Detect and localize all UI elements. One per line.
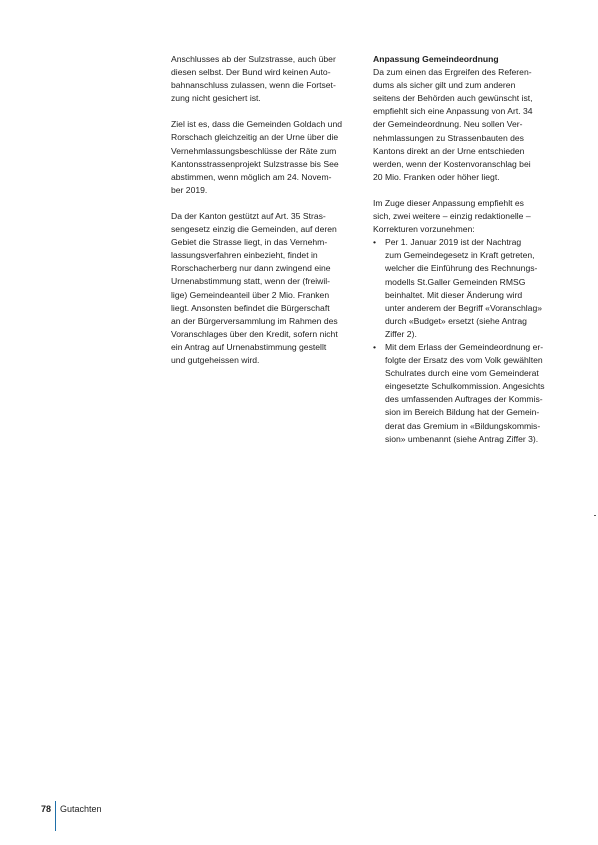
bullet-text: Per 1. Januar 2019 ist der Nachtrag bbox=[385, 237, 522, 248]
text-line: des umfassenden Auftrages der Kommis- bbox=[385, 394, 543, 405]
text-line: Im Zuge dieser Anpassung empfiehlt es bbox=[373, 197, 524, 208]
paragraph-kanton-strassengesetz bbox=[171, 210, 361, 367]
text-line: Rorschach gleichzeitig an der Urne über die bbox=[171, 132, 339, 143]
text-line: Anschlusses ab der Sulzstrasse, auch über bbox=[171, 54, 336, 64]
paragraph-abstimmung-ziel bbox=[171, 118, 361, 197]
text-line: 20 Mio. Franken oder höher liegt. bbox=[373, 171, 500, 182]
text-line: sion» umbenannt (siehe Antrag Ziffer 3). bbox=[385, 433, 539, 444]
text-line: beinhaltet. Mit dieser Änderung wird bbox=[385, 289, 523, 300]
text-line: Urnenabstimmung statt, wenn der (freiwil- bbox=[171, 276, 331, 287]
section-heading: Anpassung Gemeindeordnung bbox=[373, 54, 499, 64]
bullet-icon: • bbox=[373, 341, 377, 352]
text-line: folgte der Ersatz des vom Volk gewählten bbox=[385, 355, 543, 366]
text-line: Da zum einen das Ergreifen des Referen- bbox=[373, 67, 532, 78]
text-line bbox=[373, 341, 569, 354]
text-line: dums als sicher gilt und zum anderen bbox=[373, 80, 516, 91]
text-line: Vernehmlassungsbeschlüsse der Räte zum bbox=[171, 145, 337, 156]
text-line: Ziffer 2). bbox=[385, 328, 417, 339]
text-line: unter anderem der Begriff «Voranschlag» bbox=[385, 302, 543, 313]
text-line: durch «Budget» ersetzt (siehe Antrag bbox=[385, 315, 527, 326]
text-line: ein Antrag auf Urnenabstimmung gestellt bbox=[171, 341, 327, 352]
text-line: sion im Bereich Bildung hat der Gemein- bbox=[385, 407, 540, 418]
text-line: Rorschacherberg nur dann zwingend eine bbox=[171, 263, 331, 274]
paragraph-sulzstrasse-anschluss bbox=[171, 53, 361, 105]
left-column bbox=[171, 53, 361, 367]
text-line: zung nicht gesichert ist. bbox=[171, 93, 261, 104]
text-line: lassungsverfahren einbezieht, findet in bbox=[171, 250, 318, 261]
paragraph-anpassung-intro bbox=[373, 66, 569, 184]
text-line: lige) Gemeindeanteil über 2 Mio. Franken bbox=[171, 289, 330, 300]
page-footer bbox=[41, 801, 102, 823]
margin-mark bbox=[594, 515, 596, 516]
text-line: ber 2019. bbox=[171, 184, 208, 195]
text-line: eingesetzte Schulkommission. Angesichts bbox=[385, 381, 545, 392]
text-line: und gutgeheissen wird. bbox=[171, 354, 260, 365]
text-line: abstimmen, wenn möglich am 24. Novem- bbox=[171, 171, 332, 182]
text-line: welcher die Einführung des Rechnungs- bbox=[385, 263, 538, 274]
text-line: Voranschlages über den Kredit, sofern nicht bbox=[171, 328, 338, 339]
paragraph-korrekturen-lead bbox=[373, 197, 569, 236]
text-line: diesen selbst. Der Bund wird keinen Auto- bbox=[171, 67, 331, 78]
text-line: bahnanschluss zulassen, wenn die Fortset- bbox=[171, 80, 336, 91]
right-column bbox=[373, 53, 569, 446]
text-line: Schulrates durch eine vom Gemeinderat bbox=[385, 368, 539, 379]
text-line: seitens der Behörden auch gewünscht ist, bbox=[373, 93, 533, 104]
text-line: an der Bürgerversammlung im Rahmen des bbox=[171, 315, 338, 326]
section-name: Gutachten bbox=[60, 804, 102, 814]
text-line: nehmlassungen zu Strassenbauten des bbox=[373, 132, 524, 143]
bullet-icon: • bbox=[373, 237, 377, 248]
text-line: derat das Gremium in «Bildungskommis- bbox=[385, 420, 541, 431]
bullet-list bbox=[373, 236, 569, 446]
text-line bbox=[373, 236, 569, 249]
text-line: Korrekturen vorzunehmen: bbox=[373, 224, 475, 235]
text-line: Gebiet die Strasse liegt, in das Vernehm- bbox=[171, 237, 328, 248]
text-line: Ziel ist es, dass die Gemeinden Goldach und bbox=[171, 119, 343, 130]
text-line: Kantonsstrassenprojekt Sulzstrasse bis See bbox=[171, 158, 339, 169]
text-line: modells St.Galler Gemeinden RMSG bbox=[385, 276, 526, 287]
text-line: zum Gemeindegesetz in Kraft getreten, bbox=[385, 250, 535, 261]
text-line: sengesetz einzig die Gemeinden, auf deren bbox=[171, 224, 337, 235]
page-number: 78 bbox=[41, 804, 52, 814]
text-line: Kantons direkt an der Urne entschieden bbox=[373, 145, 525, 156]
text-line: sich, zwei weitere – einzig redaktionelle – bbox=[373, 211, 531, 222]
text-line: werden, wenn der Kostenvoranschlag bei bbox=[373, 158, 531, 169]
bullet-item-rmsg bbox=[373, 236, 569, 341]
text-line: der Gemeindeordnung. Neu sollen Ver- bbox=[373, 119, 523, 130]
text-line: Da der Kanton gestützt auf Art. 35 Stras- bbox=[171, 210, 326, 221]
text-line: liegt. Ansonsten befindet die Bürgerschaft bbox=[171, 302, 330, 313]
bullet-text: Mit dem Erlass der Gemeindeordnung er- bbox=[385, 341, 544, 352]
text-line: empfiehlt sich eine Anpassung von Art. 34 bbox=[373, 106, 533, 117]
footer-divider bbox=[55, 801, 56, 831]
bullet-item-schulkommission bbox=[373, 341, 569, 446]
